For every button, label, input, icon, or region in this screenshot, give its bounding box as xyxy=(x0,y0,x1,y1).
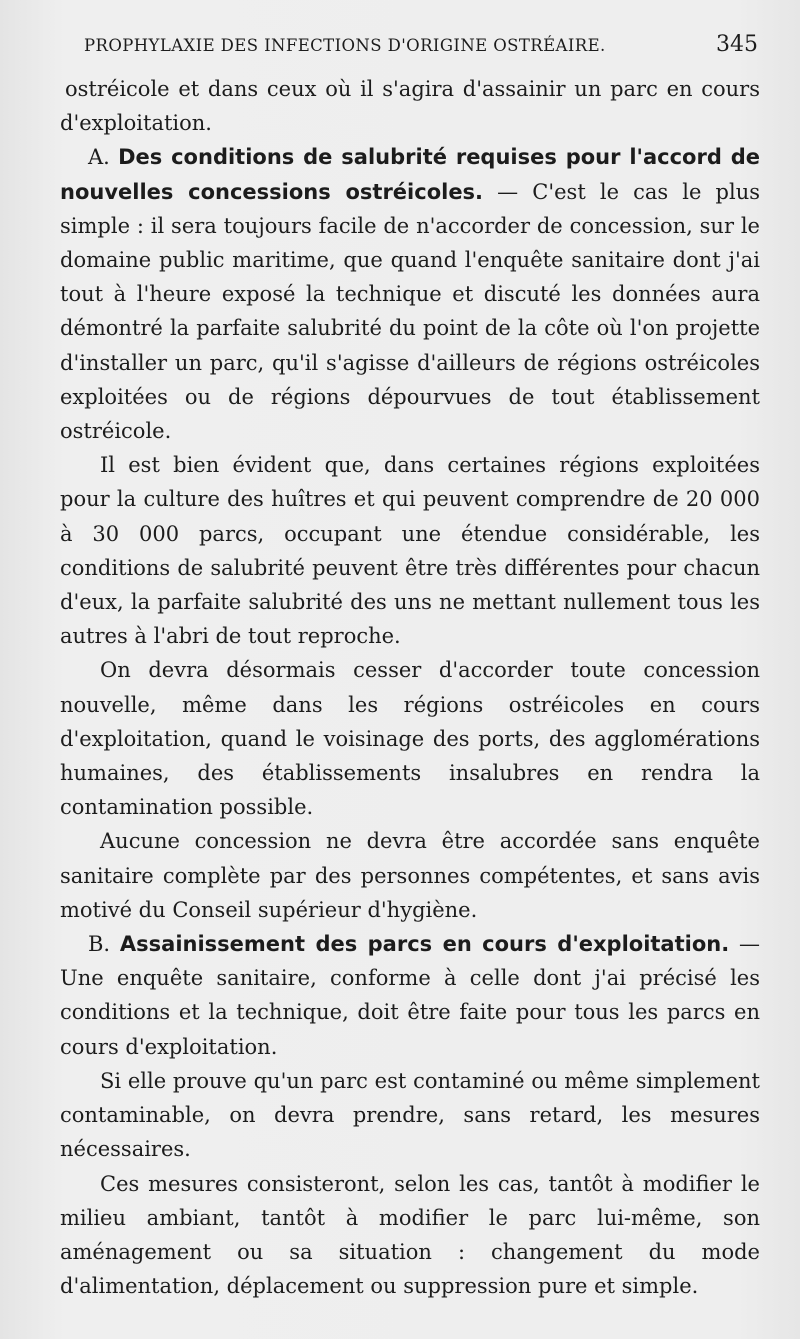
section-b-letter: B. xyxy=(88,932,111,957)
paragraph: Il est bien évident que, dans certaines régions exploitées pour la culture des huîtres et qui peuvent comprendre de 20 000 à 30 000 parcs, occupant une étendue considérable, les conditions de salubrité peuvent être très différentes pour chacun d'eux, la parfaite salubrité des uns ne mettant nullement tous les autres à l'abri de tout reproche. xyxy=(60,453,760,649)
body-text xyxy=(60,72,760,1303)
paragraph: ostréicole et dans ceux où il s'agira d'assainir un parc en cours d'exploitation. xyxy=(60,77,760,136)
paragraph: Si elle prouve qu'un parc est contaminé ou même simplement contaminable, on devra prendre, sans retard, les mesures nécessaires. xyxy=(60,1068,760,1162)
running-title: PROPHYLAXIE DES INFECTIONS D'ORIGINE OSTRÉAIRE. xyxy=(84,36,606,55)
page-header xyxy=(84,34,758,60)
page-number: 345 xyxy=(716,32,758,57)
section-b-text: — Une enquête sanitaire, conforme à celle dont j'ai précisé les conditions et la technique, doit être faite pour tous les parcs en cours d'exploitation. xyxy=(60,932,760,1059)
section-a-paragraph xyxy=(60,140,760,448)
paragraph: On devra désormais cesser d'accorder toute concession nouvelle, même dans les régions ostréicoles en cours d'exploitation, quand le voisinage des ports, des agglomérations humaines, des établissements insalubres en rendra la contamination possible. xyxy=(60,658,760,820)
section-a-text: — C'est le cas le plus simple : il sera toujours facile de n'accorder de concession, sur le domaine public maritime, que quand l'enquête sanitaire dont j'ai tout à l'heure exposé la technique et discuté les données aura démontré la parfaite salubrité du point de la côte où l'on projette d'installer un parc, qu'il s'agisse d'ailleurs de régions ostréicoles exploitées ou de régions dépourvues de tout établissement ostréicole. xyxy=(60,179,761,444)
paragraph: Ces mesures consisteront, selon les cas, tantôt à modifier le milieu ambiant, tantôt à modifier le parc lui-même, son aménagement ou sa situation : changement du mode d'alimentation, déplacement ou suppression pure et simple. xyxy=(60,1171,760,1299)
section-a-letter: A. xyxy=(88,145,110,170)
section-a-title: Des conditions de salubrité requises pour l'accord de nouvelles concessions ostréicoles. xyxy=(60,145,760,204)
paragraph: Aucune concession ne devra être accordée sans enquête sanitaire complète par des personnes compétentes, et sans avis motivé du Conseil supérieur d'hygiène. xyxy=(60,829,760,922)
section-b-title: Assainissement des parcs en cours d'exploitation. xyxy=(119,932,730,957)
section-b-paragraph xyxy=(60,927,760,1064)
